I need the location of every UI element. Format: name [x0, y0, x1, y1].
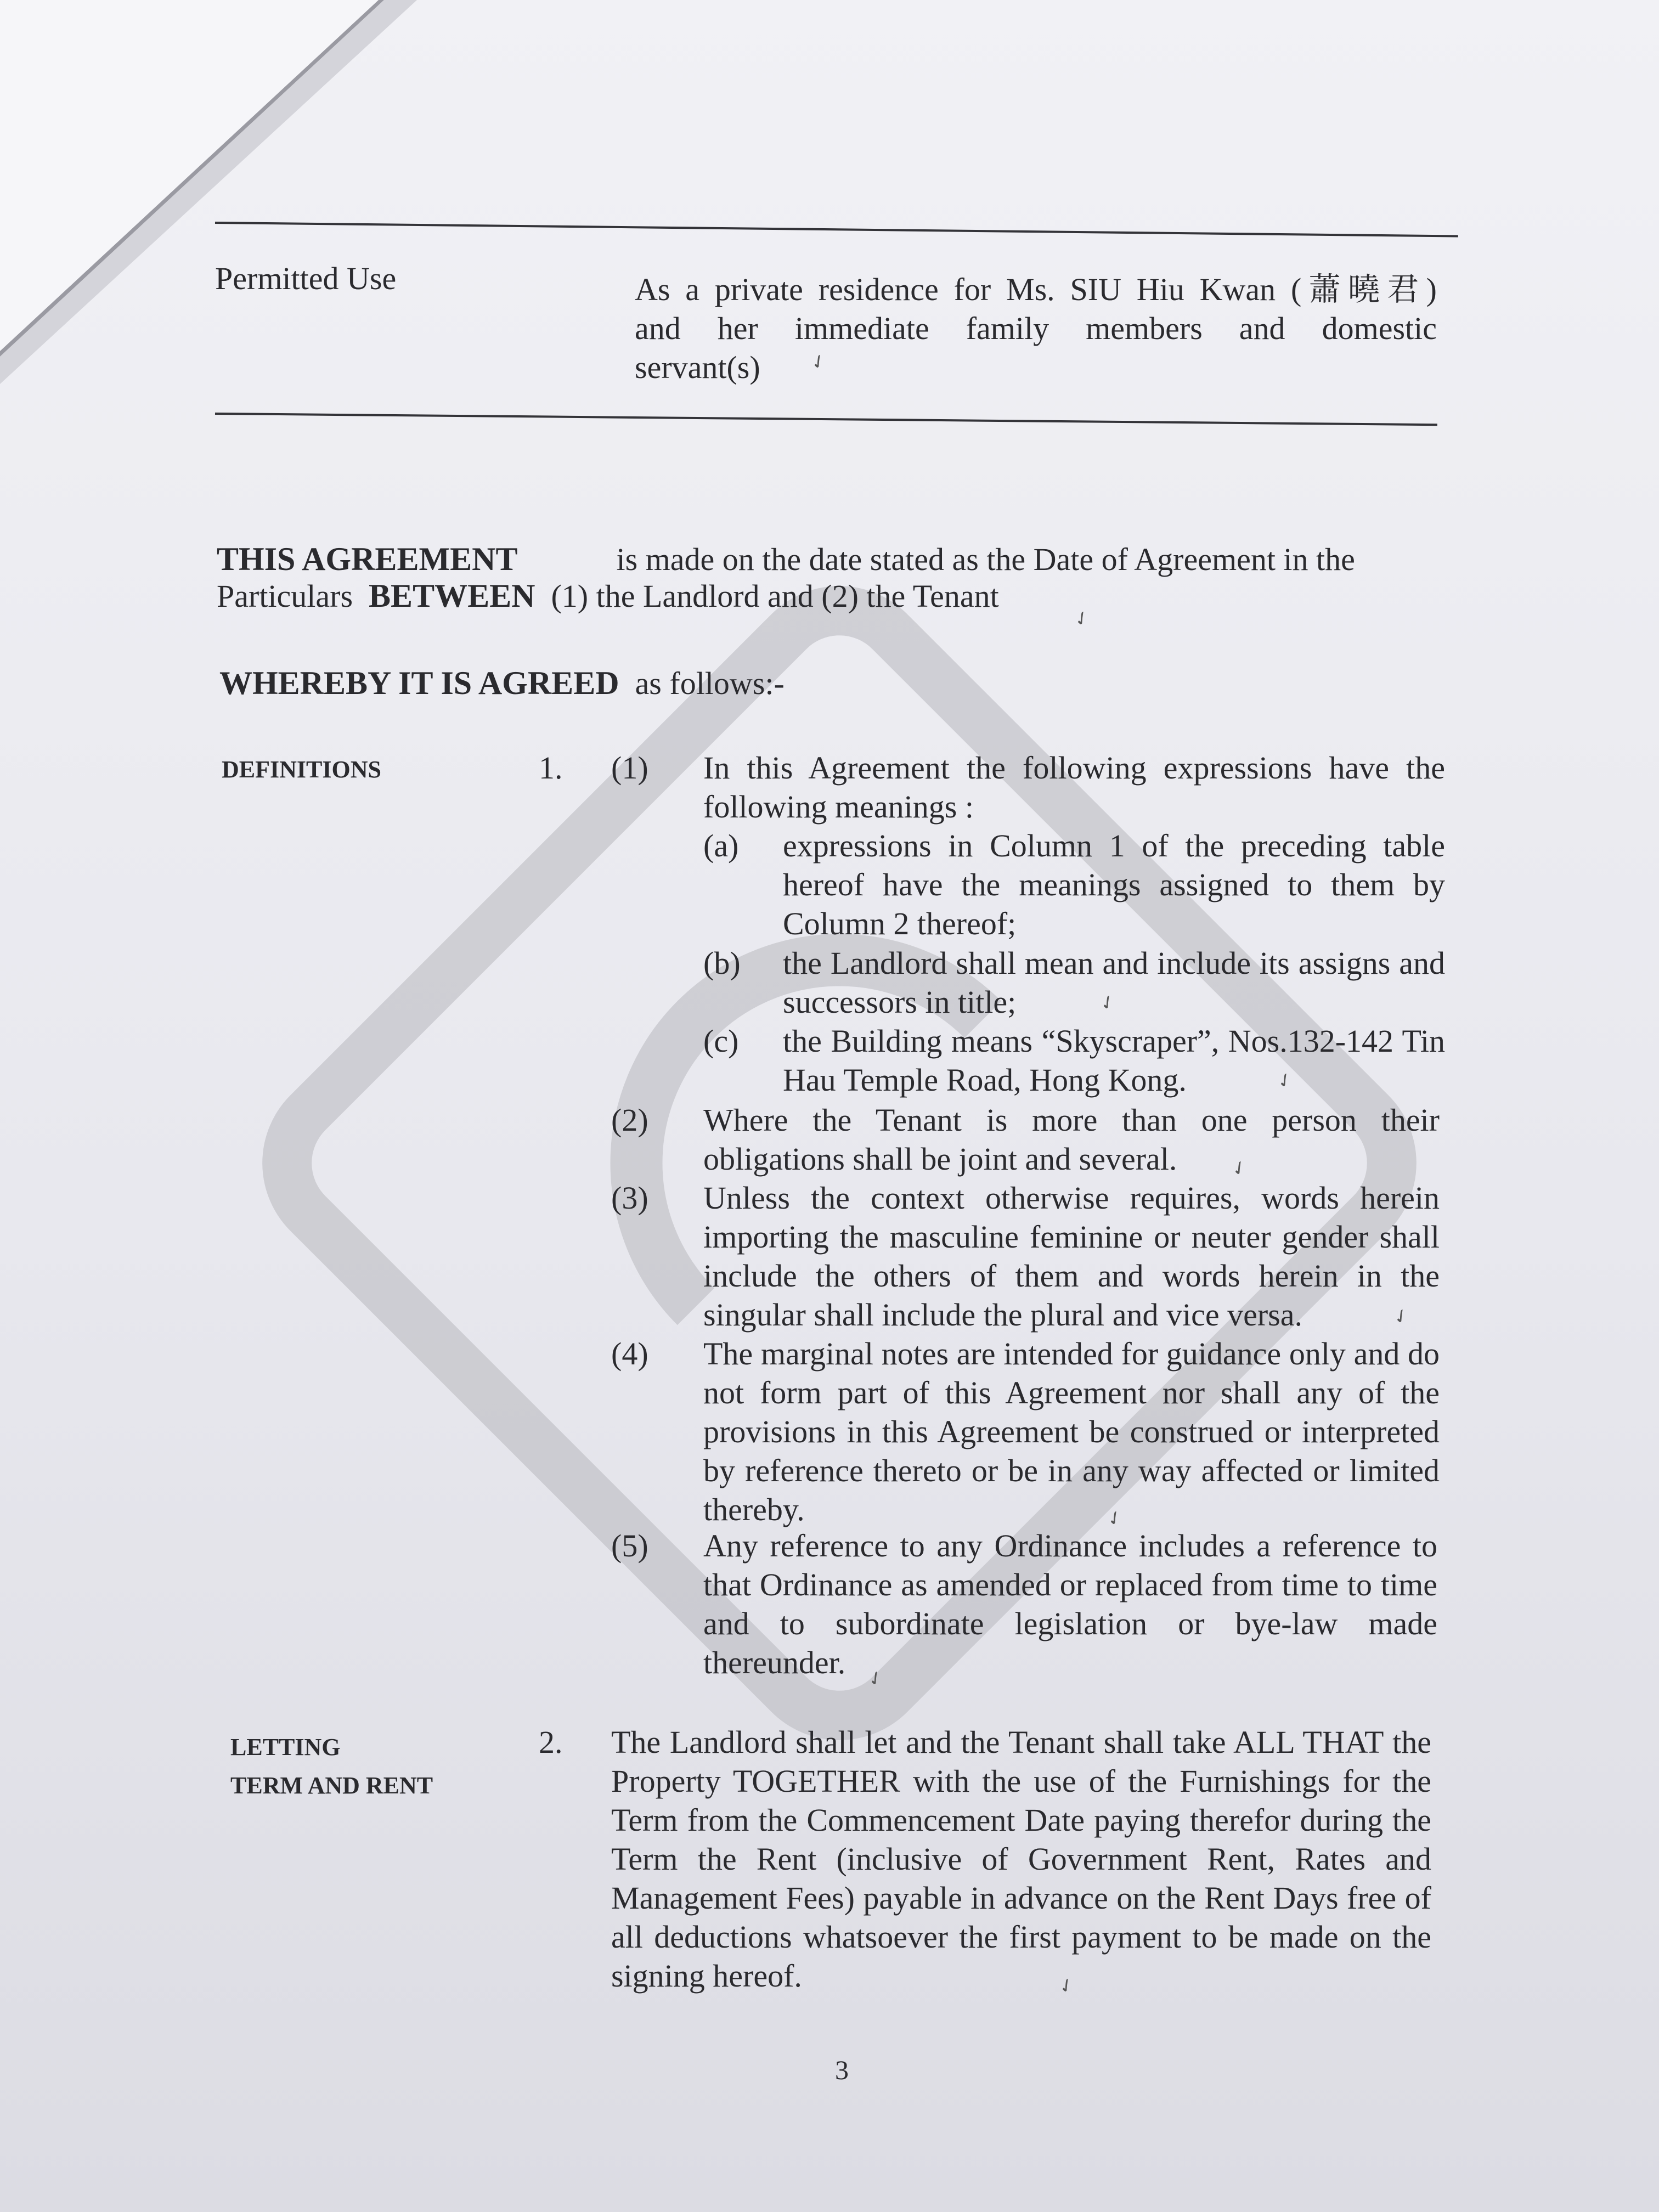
clause-1-item-a-text: expressions in Column 1 of the preceding table hereof have the meanings assigned to them by Column 2 thereof;	[783, 828, 1445, 941]
permitted-use-line-1: As a private residence for Ms. SIU Hiu Kwan (蕭曉君)	[635, 272, 1437, 307]
clause-1-item-c-text: the Building means “Skyscraper”, Nos.132-142 Tin Hau Temple Road, Hong Kong.	[783, 1023, 1445, 1098]
check-tick: ✓	[1389, 1304, 1414, 1330]
clause-1-sub-3-text: Unless the context otherwise requires, words herein importing the masculine feminine or neuter gender shall include the others of them and words herein in the singular shall include the plural and vice versa.	[703, 1180, 1440, 1333]
preamble-line-2	[217, 577, 1454, 616]
check-tick: ✓	[1096, 990, 1120, 1016]
permitted-use-text	[635, 270, 1437, 387]
margin-note-letting	[230, 1728, 433, 1805]
check-tick: ✓	[864, 1666, 888, 1692]
clause-1-item-c-num: (c)	[703, 1023, 739, 1059]
margin-note-line-2: TERM AND RENT	[230, 1772, 433, 1799]
clause-1-item-b-text: the Landlord shall mean and include its assigns and successors in title;	[783, 945, 1445, 1020]
parties-text: (1) the Landlord and (2) the Tenant	[551, 578, 999, 614]
page-number: 3	[835, 2055, 849, 2085]
this-agreement-heading: THIS AGREEMENT	[217, 541, 518, 577]
clause-2-text: The Landlord shall let and the Tenant shall take ALL THAT the Property TOGETHER with the use of the Furnishings for the Term from the Commencement Date paying therefor during the Term the Rent (inclusive of Government Rent, Rates and Management Fees) payable in advance on the Rent Days free of all deductions whatsoever the first payment to be made on the signing hereof.	[611, 1724, 1431, 1994]
preamble-line-1-text: is made on the date stated as the Date of Agreement in the	[616, 541, 1355, 577]
margin-note-line-1: LETTING	[230, 1734, 341, 1760]
clause-1-sub-5-text: Any reference to any Ordinance includes a reference to that Ordinance as amended or replaced from time to time and to subordinate legislation or bye-law made thereunder.	[703, 1528, 1437, 1680]
clause-1-sub-5-num: (5)	[611, 1528, 648, 1564]
check-tick: ✓	[1054, 1973, 1079, 1999]
check-tick: ✓	[1273, 1068, 1297, 1094]
clause-1-item-a-num: (a)	[703, 828, 739, 864]
clause-1-item-b-num: (b)	[703, 945, 741, 981]
clause-1-sub-2-text: Where the Tenant is more than one person their obligations shall be joint and several.	[703, 1102, 1440, 1177]
whereby-heading: WHEREBY IT IS AGREED	[219, 665, 619, 701]
clause-2-number: 2.	[539, 1724, 563, 1760]
clause-1-sub-4-num: (4)	[611, 1336, 648, 1372]
preamble-line-1	[217, 540, 1454, 579]
whereby-rest: as follows:-	[635, 665, 785, 701]
preamble	[217, 540, 1454, 616]
check-tick: ✓	[806, 349, 831, 375]
clause-1-sub-1-num: (1)	[611, 750, 648, 786]
clause-1-sub-3-num: (3)	[611, 1180, 648, 1216]
whereby-line	[219, 664, 785, 703]
permitted-use-line-3: servant(s)	[635, 349, 760, 385]
check-tick: ✓	[1103, 1506, 1127, 1532]
between-heading: BETWEEN	[369, 578, 535, 614]
margin-note-definitions: DEFINITIONS	[222, 756, 381, 783]
clause-1-number: 1.	[539, 750, 563, 786]
clause-1-sub-2-num: (2)	[611, 1102, 648, 1138]
clause-1-sub-1-text: In this Agreement the following expressions have the following meanings :	[703, 750, 1445, 825]
check-tick: ✓	[1227, 1156, 1252, 1182]
permitted-use-line-2: and her immediate family members and domestic	[635, 311, 1437, 346]
check-tick: ✓	[1070, 606, 1094, 632]
clause-1-sub-4-text: The marginal notes are intended for guidance only and do not form part of this Agreement nor shall any of the provisions in this Agreement be construed or interpreted by reference thereto or be in any way affected or limited thereby.	[703, 1336, 1440, 1527]
permitted-use-label: Permitted Use	[215, 261, 397, 296]
particulars-word: Particulars	[217, 578, 353, 614]
